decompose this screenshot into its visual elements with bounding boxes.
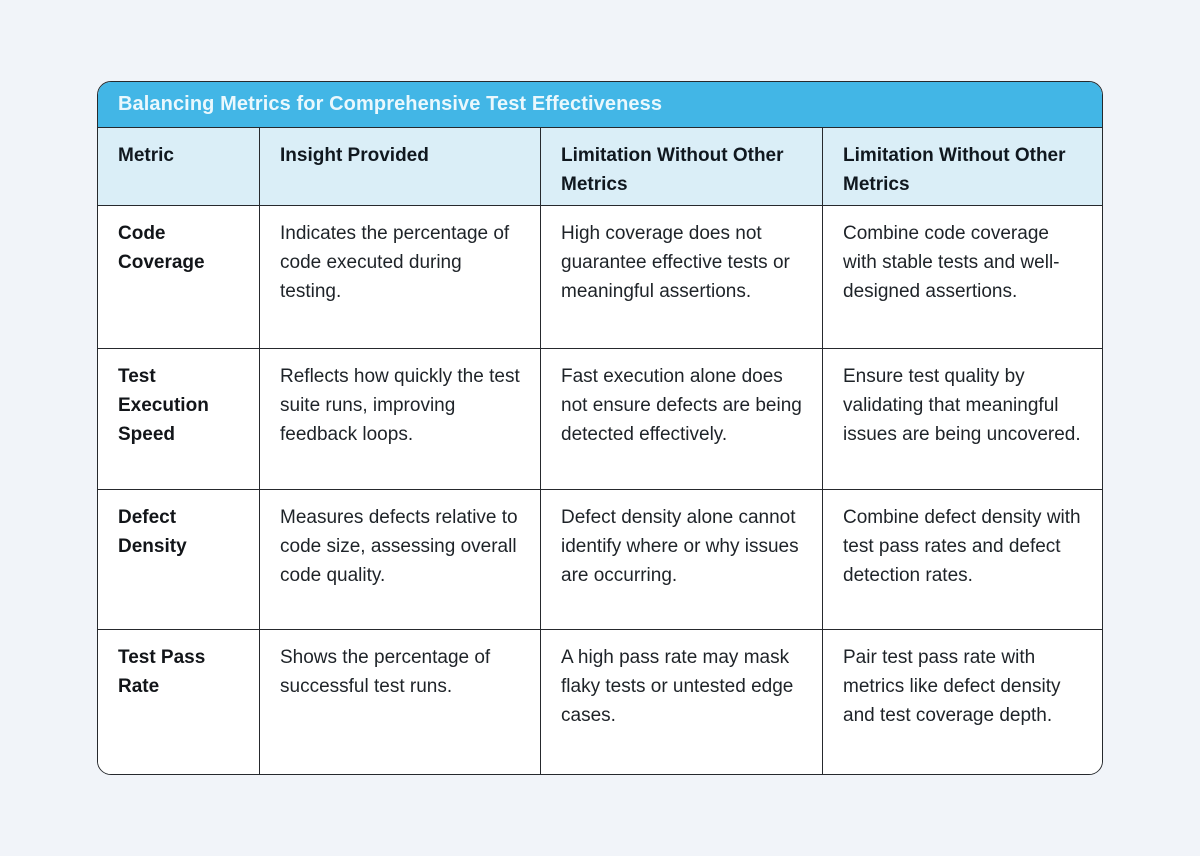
column-header-limitation: Limitation Without Other Metrics [541,128,823,206]
recommendation-cell: Pair test pass rate with metrics like defect density and test coverage depth. [823,630,1102,774]
metric-cell-code-coverage: Code Coverage [98,206,260,349]
metrics-table [98,128,1102,774]
table-title-bar [98,82,1102,128]
limitation-cell: High coverage does not guarantee effective tests or meaningful assertions. [541,206,823,349]
limitation-cell: A high pass rate may mask flaky tests or untested edge cases. [541,630,823,774]
metric-cell-defect-density: Defect Density [98,490,260,630]
metric-cell-test-execution-speed: Test Execution Speed [98,349,260,490]
table-title: Balancing Metrics for Comprehensive Test Effectiveness [118,93,663,115]
metrics-table-card [97,81,1103,775]
recommendation-cell: Combine defect density with test pass rates and defect detection rates. [823,490,1102,630]
insight-cell: Reflects how quickly the test suite runs, improving feedback loops. [260,349,541,490]
limitation-cell: Defect density alone cannot identify where or why issues are occurring. [541,490,823,630]
column-header-limitation-2: Limitation Without Other Metrics [823,128,1102,206]
column-header-insight-provided: Insight Provided [260,128,541,206]
insight-cell: Indicates the percentage of code executed during testing. [260,206,541,349]
insight-cell: Measures defects relative to code size, assessing overall code quality. [260,490,541,630]
insight-cell: Shows the percentage of successful test runs. [260,630,541,774]
recommendation-cell: Ensure test quality by validating that meaningful issues are being uncovered. [823,349,1102,490]
limitation-cell: Fast execution alone does not ensure defects are being detected effectively. [541,349,823,490]
recommendation-cell: Combine code coverage with stable tests and well-designed assertions. [823,206,1102,349]
column-header-metric: Metric [98,128,260,206]
metric-cell-test-pass-rate: Test Pass Rate [98,630,260,774]
